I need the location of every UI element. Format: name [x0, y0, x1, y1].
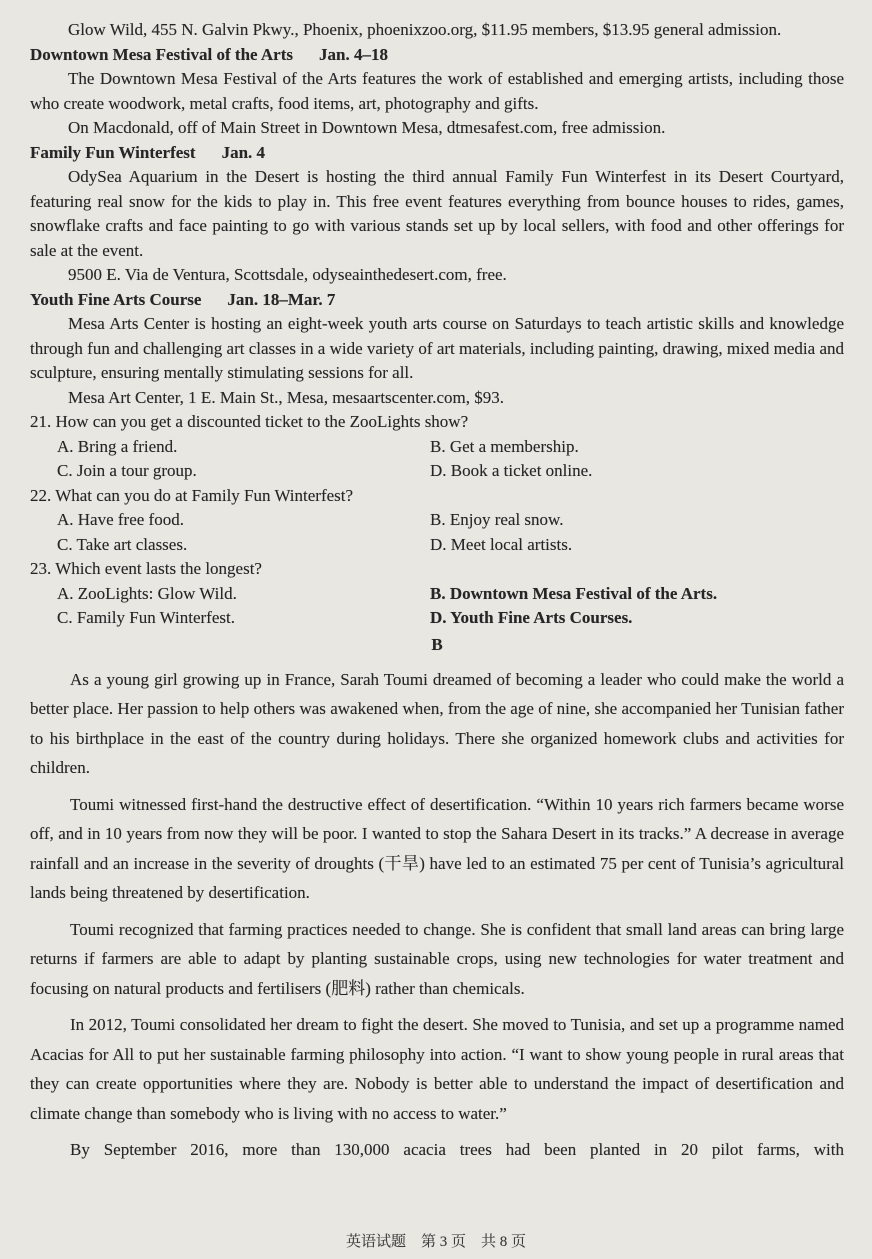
option-c: C. Family Fun Winterfest. — [57, 608, 235, 627]
reading-passage-b — [30, 632, 844, 1165]
question-options — [30, 508, 844, 557]
event-date: Jan. 18–Mar. 7 — [227, 289, 336, 309]
option-d: D. Book a ticket online. — [430, 461, 593, 480]
event-title: Downtown Mesa Festival of the Arts — [30, 44, 293, 64]
event-date: Jan. 4–18 — [319, 44, 388, 64]
question-text — [30, 484, 844, 509]
event-heading — [30, 141, 844, 166]
events-and-questions-section — [30, 18, 844, 631]
passage-paragraph: As a young girl growing up in France, Sarah Toumi dreamed of becoming a leader who could make the world a better place. Her passion to help others was awakened when, from the age of nine, she accompanied her Tunisian father to his birthplace in the east of the country during holidays. There she organized homework clubs and activities for children. — [30, 669, 844, 777]
event-heading — [30, 43, 844, 68]
question-options — [30, 435, 844, 484]
event-contact-line: On Macdonald, off of Main Street in Downtown Mesa, dtmesafest.com, free admission. — [68, 118, 666, 137]
event-contact-line: 9500 E. Via de Ventura, Scottsdale, odyseainthedesert.com, free. — [68, 265, 507, 284]
question-number: 22. — [30, 485, 52, 505]
option-a: A. Have free food. — [57, 510, 184, 529]
option-d: D. Meet local artists. — [430, 534, 573, 554]
option-b: B. Get a membership. — [430, 436, 579, 456]
question-stem: Which event lasts the longest? — [55, 559, 262, 578]
question-23 — [30, 557, 844, 631]
question-number: 23. — [30, 559, 52, 578]
passage-paragraph: By September 2016, more than 130,000 acacia trees had been planted in 20 pilot farms, with — [70, 1140, 844, 1159]
option-d: D. Youth Fine Arts Courses. — [430, 608, 633, 627]
event-description: The Downtown Mesa Festival of the Arts features the work of established and emerging artists, including those who create woodwork, metal crafts, food items, art, photography and gifts. — [30, 69, 844, 113]
question-stem: How can you get a discounted ticket to the ZooLights show? — [55, 412, 469, 431]
question-stem: What can you do at Family Fun Winterfest? — [55, 485, 354, 505]
question-text — [30, 410, 844, 435]
passage-paragraph: Toumi recognized that farming practices needed to change. She is confident that small land areas can bring large returns if farmers are able to adapt by planting sustainable crops, using new technologies for water treatment and focusing on natural products and fertilisers (肥料) rather than chemicals. — [30, 919, 844, 998]
event-title: Youth Fine Arts Course — [30, 289, 202, 309]
section-label-b: B — [431, 634, 443, 654]
event-date: Jan. 4 — [221, 142, 266, 162]
event-description: Mesa Arts Center is hosting an eight-week youth arts course on Saturdays to teach artistic skills and knowledge through fun and challenging art classes in a wide variety of art materials, including painting, drawing, mixed media and sculpture, ensuring mentally stimulating sessions for all. — [30, 314, 844, 382]
event-contact-line: Glow Wild, 455 N. Galvin Pkwy., Phoenix, phoenixzoo.org, $11.95 members, $13.95 general admission. — [68, 20, 782, 39]
question-22 — [30, 484, 844, 558]
event-contact-line: Mesa Art Center, 1 E. Main St., Mesa, mesaartscenter.com, $93. — [68, 387, 505, 407]
option-b: B. Enjoy real snow. — [430, 510, 564, 529]
option-a: A. Bring a friend. — [57, 436, 178, 456]
event-title: Family Fun Winterfest — [30, 142, 196, 162]
question-number: 21. — [30, 412, 52, 431]
passage-paragraph: In 2012, Toumi consolidated her dream to fight the desert. She moved to Tunisia, and set up a programme named Acacias for All to put her sustainable farming philosophy into action. “I want to show young people in rural areas that they can create opportunities where they are. Nobody is better able to understand the impact of desertification and climate change than somebody who is living with no access to water.” — [30, 1015, 844, 1123]
question-options — [30, 582, 844, 631]
event-heading — [30, 288, 844, 313]
passage-paragraph: Toumi witnessed first-hand the destructive effect of desertification. “Within 10 years rich farmers became worse off, and in 10 years from now they will be poor. I wanted to stop the Sahara Desert in its tracks.” A decrease in average rainfall and an increase in the severity of droughts (干旱) have led to an estimated 75 per cent of Tunisia’s agricultural lands being threatened by desertification. — [30, 794, 844, 902]
question-21 — [30, 410, 844, 484]
question-text — [30, 557, 844, 582]
option-c: C. Join a tour group. — [57, 461, 197, 480]
option-a: A. ZooLights: Glow Wild. — [57, 583, 237, 603]
option-c: C. Take art classes. — [57, 534, 188, 554]
page-footer: 英语试题 第 3 页 共 8 页 — [345, 1234, 526, 1250]
option-b: B. Downtown Mesa Festival of the Arts. — [430, 583, 718, 603]
event-description: OdySea Aquarium in the Desert is hosting the third annual Family Fun Winterfest in its Desert Courtyard, featuring real snow for the kids to play in. This free event features everything from bounce houses to rides, games, snowflake crafts and face painting to go with various stands set up by local sellers, with food and other offerings for sale at the event. — [30, 167, 844, 260]
